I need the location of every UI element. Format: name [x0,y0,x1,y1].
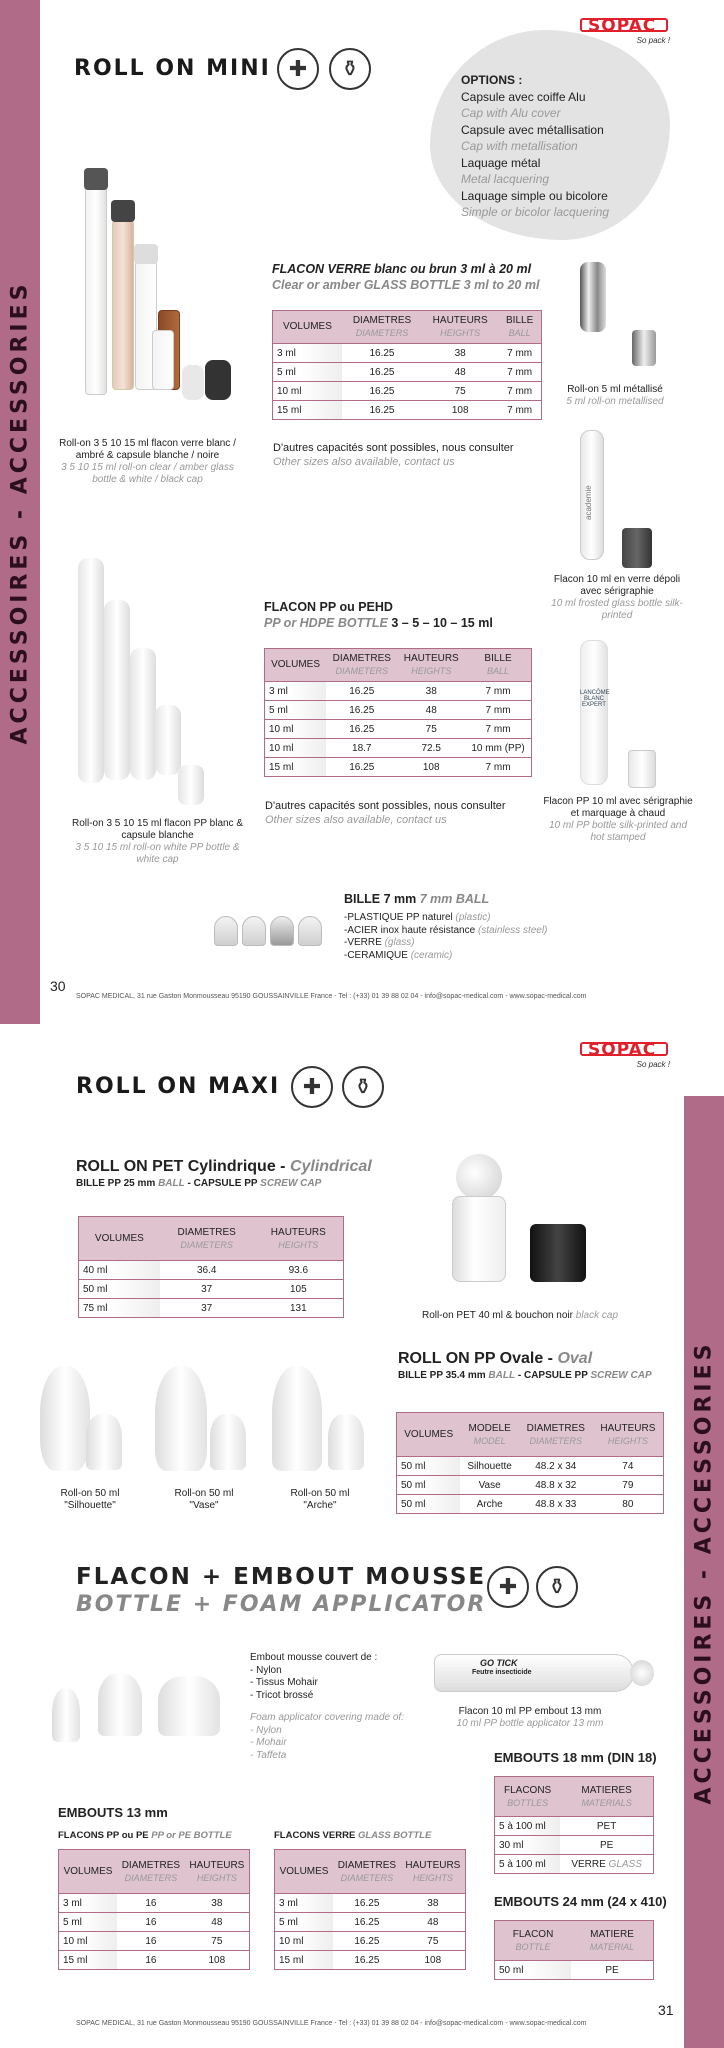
table-row: 75 ml 37 131 [79,1299,344,1318]
glass-note: D'autres capacités sont possibles, nous consulter [273,442,514,454]
ball-title: BILLE 7 mm 7 mm BALL [344,892,490,906]
table-row: 5 à 100 ml VERRE GLASS [495,1855,654,1874]
table-row: 10 ml 16.25 75 7 mm [265,720,532,739]
cross-icon: ✚ [291,1066,333,1108]
table-row: 40 ml 36.4 93.6 [79,1261,344,1280]
table-row: 5 ml 16.25 48 7 mm [273,363,542,382]
table-row: 50 ml Vase 48.8 x 32 79 [397,1476,664,1495]
side-band [0,0,40,1024]
ball-list: -PLASTIQUE PP naturel (plastic) -ACIER inox haute résistance (stainless steel) -VERRE (glass) -CERAMIQUE (ceramic) [344,912,548,961]
footer: SOPAC MEDICAL, 31 rue Gaston Monmousseau 95190 GOUSSAINVILLE France - Tel : (+33) 01 39 88 02 04 - info@sopac-medical.com - www.sopac-medical.com [76,2020,587,2027]
th: HAUTEURS HEIGHTS [422,311,498,344]
table-row: 3 ml 16.25 38 7 mm [273,344,542,363]
pet-subtitle: BILLE PP 25 mm BALL - CAPSULE PP SCREW CAP [76,1178,322,1189]
glass-title: FLACON VERRE blanc ou brun 3 ml à 20 ml [272,262,532,276]
page-31: ACCESSOIRES - ACCESSORIES SOPAC So pack ! ROLL ON MAXI ✚ ⚱ ROLL ON PET Cylindrique - Cylindrical BILLE PP 25 mm BALL - CAPSULE PP SCREW CAP VOLUMES DIAMETRES DIAMETERS HAUTEURS HEIGHTS 40 ml 36.4 93.6 50 ml 37 105 75 ml 37 131 Roll-on PET 40 ml & bouchon noir black cap ROLL ON PP Ovale - Oval BILLE PP 35.4 mm BALL - CAPSULE PP SCREW CAP VOLUMES MODELE MODEL DIAMETRES DIAMETERS HAUTEURS HEIGHTS 50 ml Silhouette 48.2 x 34 74 50 ml Vase 48.8 x 32 79 50 ml Arche 48.8 x 33 80 Roll-on 50 ml "Silhouette" Roll-on 50 ml "Vase" Roll-on 50 ml "Arche" FLACON + EMBOUT MOUSSE BOTTLE + FOAM APPLICATOR ✚ ⚱ Embout mousse couvert de : - Nylon - Tissus Mohair - Tricot brossé Foam applicator covering made of: - Nylon - Mohair - Taffeta GO TICK Feutre insecticide Flacon 10 ml PP embout 13 mm 10 ml PP bottle applicator 13 mm EMBOUTS 13 mm FLACONS PP ou PE PP or PE BOTTLE FLACONS VERRE GLASS BOTTLE VOLUMES DIAMETRES DIAMETERS HAUTEURS HEIGHTS 3 ml 16 38 5 ml 16 48 10 ml 16 75 15 ml 16 108 VOLUMES DIAMETRES DIAMETERS HAUTEURS HEIGHTS 3 ml 16.25 38 5 ml 16.25 48 10 ml 16.25 75 15 ml 16.25 108 EMBOUTS 18 mm (DIN 18) FLACONS BOTTLES MATIERES MATERIALS 5 à 100 ml PET 30 ml PE 5 à 100 ml VERRE GLASS EMBOUTS 24 mm (24 x 410) FLACON BOTTLE MATIERE MATERIAL 50 ml PE 31 SOPAC MEDICAL, 31 rue Gaston Monmousseau 95190 GOUSSAINVILLE France - Tel : (+33) 01 39 88 02 04 - info@sopac-medical.com - www.sopac-medical.com [0,1024,724,2048]
table-row: 10 ml 16.25 75 [275,1932,466,1951]
e13-pp-title: FLACONS PP ou PE PP or PE BOTTLE [58,1830,232,1841]
table-row: 5 ml 16 48 [59,1913,250,1932]
pp-note-en: Other sizes also available, contact us [265,814,447,826]
caption-frost: Flacon 10 ml en verre dépoli avec sérigraphie 10 ml frosted glass bottle silk-printed [551,574,683,621]
foam-title: FLACON + EMBOUT MOUSSE [76,1564,487,1590]
caption-lancome: Flacon PP 10 ml avec sérigraphie et marquage à chaud 10 ml PP bottle silk-printed and hot stamped [543,796,693,843]
e13-glass-table: VOLUMES DIAMETRES DIAMETERS HAUTEURS HEIGHTS 3 ml 16.25 38 5 ml 16.25 48 10 ml 16.25 75 15 ml 16.25 108 [274,1849,466,1970]
table-row: 50 ml Silhouette 48.2 x 34 74 [397,1457,664,1476]
e18-table: FLACONS BOTTLES MATIERES MATERIALS 5 à 100 ml PET 30 ml PE 5 à 100 ml VERRE GLASS [494,1776,654,1874]
table-row: 5 à 100 ml PET [495,1817,654,1836]
e13-glass-title: FLACONS VERRE GLASS BOTTLE [274,1830,432,1841]
cross-icon: ✚ [277,48,319,90]
caption-pet: Roll-on PET 40 ml & bouchon noir black cap [421,1310,619,1321]
caption-metal: Roll-on 5 ml métallisé 5 ml roll-on metallised [566,384,664,407]
e24-table: FLACON BOTTLE MATIERE MATERIAL 50 ml PE [494,1920,654,1980]
pet-title: ROLL ON PET Cylindrique - Cylindrical [76,1158,372,1175]
table-row: 3 ml 16.25 38 [275,1894,466,1913]
table-row: 5 ml 16.25 48 [275,1913,466,1932]
page-title: ROLL ON MINI [74,56,271,81]
oval-table: VOLUMES MODELE MODEL DIAMETRES DIAMETERS HAUTEURS HEIGHTS 50 ml Silhouette 48.2 x 34 74 50 ml Vase 48.8 x 32 79 50 ml Arche 48.8 x 33 80 [396,1412,664,1514]
table-row: 10 ml 18.7 72.5 10 mm (PP) [265,739,532,758]
side-label: ACCESSOIRES - ACCESSORIES [691,1340,717,1804]
table-row: 10 ml 16.25 75 7 mm [273,382,542,401]
sopac-logo: SOPAC So pack ! [576,1036,674,1076]
table-row: 3 ml 16.25 38 7 mm [265,682,532,701]
table-row: 50 ml PE [495,1961,654,1980]
e13-title: EMBOUTS 13 mm [58,1805,168,1820]
page-title: ROLL ON MAXI [76,1074,281,1099]
table-row: 15 ml 16.25 108 7 mm [265,758,532,777]
sopac-logo: SOPAC So pack ! [576,12,674,52]
cross-icon: ✚ [487,1566,529,1608]
bottles-icon: ⚱ [329,48,371,90]
bottles-icon: ⚱ [342,1066,384,1108]
glass-table [272,310,542,420]
th: BILLE BALL [498,311,541,344]
pp-note: D'autres capacités sont possibles, nous consulter [265,800,506,812]
side-label: ACCESSOIRES - ACCESSORIES [7,280,33,744]
caption-oval-3: Roll-on 50 ml "Arche" [290,1488,350,1511]
glass-title-en: Clear or amber GLASS BOTTLE 3 ml to 20 ml [272,278,540,292]
oval-subtitle: BILLE PP 35.4 mm BALL - CAPSULE PP SCREW CAP [398,1370,652,1381]
table-row: 5 ml 16.25 48 7 mm [265,701,532,720]
e24-title: EMBOUTS 24 mm (24 x 410) [494,1894,667,1909]
table-row: 30 ml PE [495,1836,654,1855]
caption-glass: Roll-on 3 5 10 15 ml flacon verre blanc / ambré & capsule blanche / noire 3 5 10 15 ml roll-on clear / amber glass bottle & white / black cap [59,438,236,485]
pp-title: FLACON PP ou PEHD [264,600,393,614]
e13-pp-table: VOLUMES DIAMETRES DIAMETERS HAUTEURS HEIGHTS 3 ml 16 38 5 ml 16 48 10 ml 16 75 15 ml 16 108 [58,1849,250,1970]
page-number: 30 [50,978,66,994]
glass-note-en: Other sizes also available, contact us [273,456,455,468]
caption-oval-2: Roll-on 50 ml "Vase" [174,1488,234,1511]
e18-title: EMBOUTS 18 mm (DIN 18) [494,1750,657,1765]
table-row: 50 ml 37 105 [79,1280,344,1299]
caption-gotick: Flacon 10 ml PP embout 13 mm 10 ml PP bottle applicator 13 mm [456,1706,604,1729]
foam-title-en: BOTTLE + FOAM APPLICATOR [76,1592,487,1617]
pet-table: VOLUMES DIAMETRES DIAMETERS HAUTEURS HEIGHTS 40 ml 36.4 93.6 50 ml 37 105 75 ml 37 131 [78,1216,344,1318]
options-list: OPTIONS : Capsule avec coiffe Alu Cap with Alu cover Capsule avec métallisation Cap with metallisation Laquage métal Metal lacquering Laquage simple ou bicolore Simple or bicolor lacquering [461,73,610,219]
th: VOLUMES [273,311,342,344]
page-30: ACCESSOIRES - ACCESSORIES SOPAC So pack ! ROLL ON MINI ✚ ⚱ OPTIONS : Capsule avec coiffe Alu Cap with Alu cover Capsule avec métallisation Cap with metallisation Laquage métal Metal lacquering Laquage simple ou bicolore Simple or bicolor lacquering Roll-on 3 5 10 15 ml flacon verre blanc / ambré & capsule blanche / noire 3 5 10 15 ml roll-on clear / amber glass bottle & white / black cap FLACON VERRE blanc ou brun 3 ml à 20 ml Clear or amber GLASS BOTTLE 3 ml to 20 ml VOLUMES DIAMETRES DIAMETERS HAUTEURS HEIGHTS BILLE BALL 3 ml 16.25 38 7 mm 5 ml 16.25 48 7 mm 10 ml 16.25 75 7 mm 15 ml 16.25 108 7 mm D'autres capacités sont possibles, nous consulter Other sizes also available, contact us Roll-on 5 ml métallisé 5 ml roll-on metallised academie Flacon 10 ml en verre dépoli avec sérigraphie 10 ml frosted glass bottle silk-printed Roll-on 3 5 10 15 ml flacon PP blanc & capsule blanche 3 5 10 15 ml roll-on white PP bottle & white cap FLACON PP ou PEHD PP or HDPE BOTTLE 3 – 5 – 10 – 15 ml VOLUMES DIAMETRES DIAMETERS HAUTEURS HEIGHTS BILLE BALL 3 ml 16.25 38 7 mm 5 ml 16.25 48 7 mm 10 ml 16.25 75 7 mm 10 ml 18.7 72.5 10 mm (PP) 15 ml 16.25 108 7 mm D'autres capacités sont possibles, nous consulter Other sizes also available, contact us LANCÔME BLANC EXPERT Flacon PP 10 ml avec sérigraphie et marquage à chaud 10 ml PP bottle silk-printed and hot stamped BILLE 7 mm 7 mm BALL -PLASTIQUE PP naturel (plastic) -ACIER inox haute résistance (stainless steel) -VERRE (glass) -CERAMIQUE (ceramic) 30 SOPAC MEDICAL, 31 rue Gaston Monmousseau 95190 GOUSSAINVILLE France - Tel : (+33) 01 39 88 02 04 - info@sopac-medical.com - www.sopac-medical.com [0,0,724,1024]
side-band [684,1096,724,2048]
table-row: 50 ml Arche 48.8 x 33 80 [397,1495,664,1514]
caption-pp: Roll-on 3 5 10 15 ml flacon PP blanc & capsule blanche 3 5 10 15 ml roll-on white PP bottle & white cap [71,818,244,865]
caption-oval-1: Roll-on 50 ml "Silhouette" [60,1488,120,1511]
oval-title: ROLL ON PP Ovale - Oval [398,1350,593,1367]
table-row: 15 ml 16 108 [59,1951,250,1970]
table-row: 10 ml 16 75 [59,1932,250,1951]
bottles-icon: ⚱ [536,1566,578,1608]
table-row: 15 ml 16.25 108 [275,1951,466,1970]
pp-title-en: PP or HDPE BOTTLE 3 – 5 – 10 – 15 ml [264,616,493,630]
table-row: 15 ml 16.25 108 7 mm [273,401,542,420]
th: DIAMETRES DIAMETERS [342,311,422,344]
page-number: 31 [658,2002,674,2018]
table-row: 3 ml 16 38 [59,1894,250,1913]
foam-desc: Embout mousse couvert de : - Nylon - Tissus Mohair - Tricot brossé Foam applicator covering made of: - Nylon - Mohair - Taffeta [250,1652,404,1761]
pp-table: VOLUMES DIAMETRES DIAMETERS HAUTEURS HEIGHTS BILLE BALL 3 ml 16.25 38 7 mm 5 ml 16.25 48 7 mm 10 ml 16.25 75 7 mm 10 ml 18.7 72.5 10 mm (PP) 15 ml 16.25 108 7 mm [264,648,532,777]
footer: SOPAC MEDICAL, 31 rue Gaston Monmousseau 95190 GOUSSAINVILLE France - Tel : (+33) 01 39 88 02 04 - info@sopac-medical.com - www.sopac-medical.com [76,993,587,1000]
